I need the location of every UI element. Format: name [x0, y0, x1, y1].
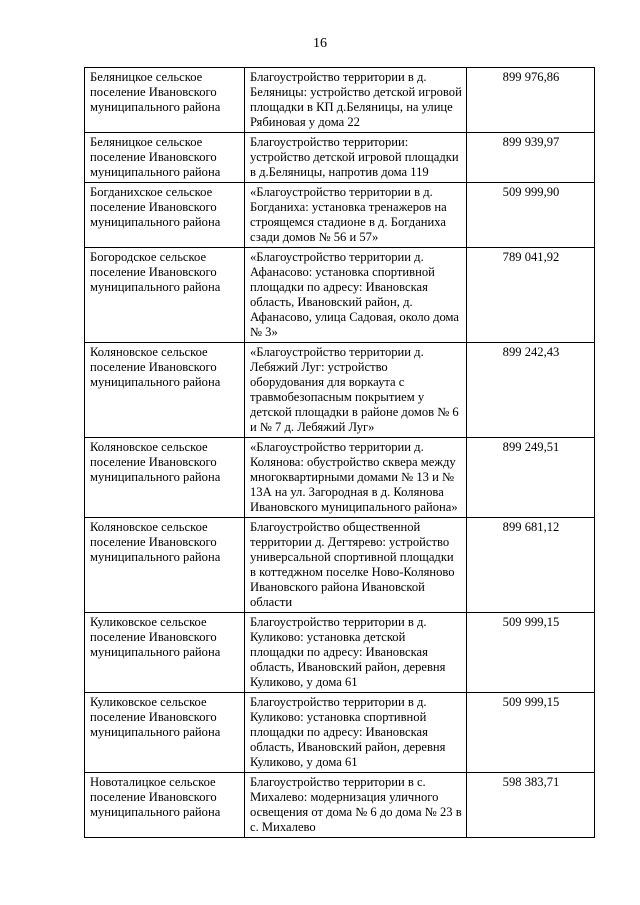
- municipality-cell: Богородское сельское поселение Ивановского муниципального района: [85, 248, 245, 343]
- municipality-cell: Богданихское сельское поселение Ивановского муниципального района: [85, 183, 245, 248]
- project-cell: «Благоустройство территории д. Колянова: обустройство сквера между многоквартирными домами № 13 и № 13А на ул. Загородная в д. Колянова Ивановского муниципального района»: [245, 438, 467, 518]
- amount-cell: 899 939,97: [467, 133, 595, 183]
- amount-cell: 899 242,43: [467, 343, 595, 438]
- table-row: [85, 133, 595, 183]
- project-cell: Благоустройство общественной территории д. Дегтярево: устройство универсальной спортивной площадки в коттеджном поселке Ново-Коляново Ивановского района Ивановской области: [245, 518, 467, 613]
- amount-cell: 899 681,12: [467, 518, 595, 613]
- municipality-cell: Коляновское сельское поселение Ивановского муниципального района: [85, 518, 245, 613]
- project-cell: «Благоустройство территории д. Афанасово: установка спортивной площадки по адресу: Ивановская область, Ивановский район, д. Афанасово, улица Садовая, около дома № 3»: [245, 248, 467, 343]
- grants-table: [84, 67, 595, 838]
- amount-cell: 899 249,51: [467, 438, 595, 518]
- table-row: [85, 248, 595, 343]
- municipality-cell: Новоталицкое сельское поселение Ивановского муниципального района: [85, 773, 245, 838]
- project-cell: «Благоустройство территории в д. Богданиха: установка тренажеров на строящемся стадионе в д. Богданиха сзади домов № 56 и 57»: [245, 183, 467, 248]
- project-cell: Благоустройство территории в с. Михалево: модернизация уличного освещения от дома № 6 до дома № 23 в с. Михалево: [245, 773, 467, 838]
- project-cell: Благоустройство территории в д. Куликово: установка детской площадки по адресу: Ивановская область, Ивановский район, деревня Куликово, у дома 61: [245, 613, 467, 693]
- municipality-cell: Куликовское сельское поселение Ивановского муниципального района: [85, 613, 245, 693]
- amount-cell: 899 976,86: [467, 68, 595, 133]
- table-row: [85, 773, 595, 838]
- municipality-cell: Коляновское сельское поселение Ивановского муниципального района: [85, 438, 245, 518]
- project-cell: Благоустройство территории в д. Куликово: установка спортивной площадки по адресу: Ивановская область, Ивановский район, деревня Куликово, у дома 61: [245, 693, 467, 773]
- amount-cell: 598 383,71: [467, 773, 595, 838]
- municipality-cell: Беляницкое сельское поселение Ивановского муниципального района: [85, 68, 245, 133]
- table-row: [85, 518, 595, 613]
- project-cell: «Благоустройство территории д. Лебяжий Луг: устройство оборудования для воркаута с травмобезопасным покрытием у детской площадки в районе домов № 6 и № 7 д. Лебяжий Луг»: [245, 343, 467, 438]
- municipality-cell: Куликовское сельское поселение Ивановского муниципального района: [85, 693, 245, 773]
- project-cell: Благоустройство территории в д. Беляницы: устройство детской игровой площадки в КП д.Беляницы, на улице Рябиновая у дома 22: [245, 68, 467, 133]
- table-row: [85, 693, 595, 773]
- amount-cell: 509 999,15: [467, 693, 595, 773]
- municipality-cell: Коляновское сельское поселение Ивановского муниципального района: [85, 343, 245, 438]
- table-row: [85, 183, 595, 248]
- amount-cell: 789 041,92: [467, 248, 595, 343]
- amount-cell: 509 999,90: [467, 183, 595, 248]
- table-row: [85, 68, 595, 133]
- table-row: [85, 343, 595, 438]
- page-number: 16: [313, 36, 327, 51]
- table-row: [85, 613, 595, 693]
- table-row: [85, 438, 595, 518]
- amount-cell: 509 999,15: [467, 613, 595, 693]
- project-cell: Благоустройство территории: устройство детской игровой площадки в д.Беляницы, напротив дома 119: [245, 133, 467, 183]
- municipality-cell: Беляницкое сельское поселение Ивановского муниципального района: [85, 133, 245, 183]
